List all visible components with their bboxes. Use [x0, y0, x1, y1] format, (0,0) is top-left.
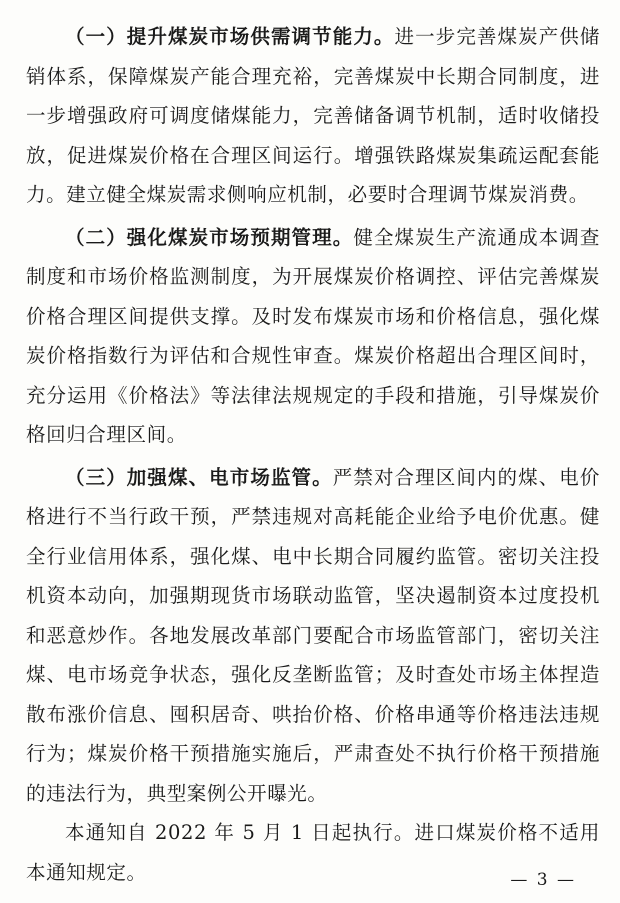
section-1-body: 进一步完善煤炭产供储销体系，保障煤炭产能合理充裕，完善煤炭中长期合同制度，进一步增强政府可调度储煤能力，完善储备调节机制，适时收储投放，促进煤炭价格在合理区间运行。增强铁路煤炭集疏运配套能力。建立健全煤炭需求侧响应机制，必要时合理调节煤炭消费。: [26, 25, 600, 206]
section-3-paragraph: [26, 458, 600, 814]
section-1-paragraph: [26, 17, 600, 215]
section-3-body: 严禁对合理区间内的煤、电价格进行不当行政干预，严禁违规对高耗能企业给予电价优惠。健全行业信用体系，强化煤、电中长期合同履约监管。密切关注投机资本动向，加强期现货市场联动监管，坚决遏制资本过度投机和恶意炒作。各地发展改革部门要配合市场监管部门，密切关注煤、电市场竞争状态，强化反垄断监管；及时查处市场主体捏造散布涨价信息、囤积居奇、哄抬价格、价格串通等价格违法违规行为；煤炭价格干预措施实施后，严肃查处不执行价格干预措施的违法行为，典型案例公开曝光。: [26, 465, 600, 805]
section-3-heading: （三）加强煤、电市场监管。: [65, 465, 333, 489]
section-2-body: 健全煤炭生产流通成本调查制度和市场价格监测制度，为开展煤炭价格调控、评估完善煤炭价格合理区间提供支撑。及时发布煤炭市场和价格信息，强化煤炭价格指数行为评估和合规性审查。煤炭价格超出合理区间时，充分运用《价格法》等法律法规规定的手段和措施，引导煤炭价格回归合理区间。: [26, 225, 600, 446]
page-number: — 3 —: [510, 870, 576, 890]
section-1-heading: （一）提升煤炭市场供需调节能力。: [65, 25, 395, 48]
closing-paragraph: 本通知自 2022 年 5 月 1 日起执行。进口煤炭价格不适用本通知规定。: [26, 821, 600, 884]
section-2-heading: （二）强化煤炭市场预期管理。: [65, 225, 354, 249]
section-2-paragraph: [26, 218, 600, 455]
